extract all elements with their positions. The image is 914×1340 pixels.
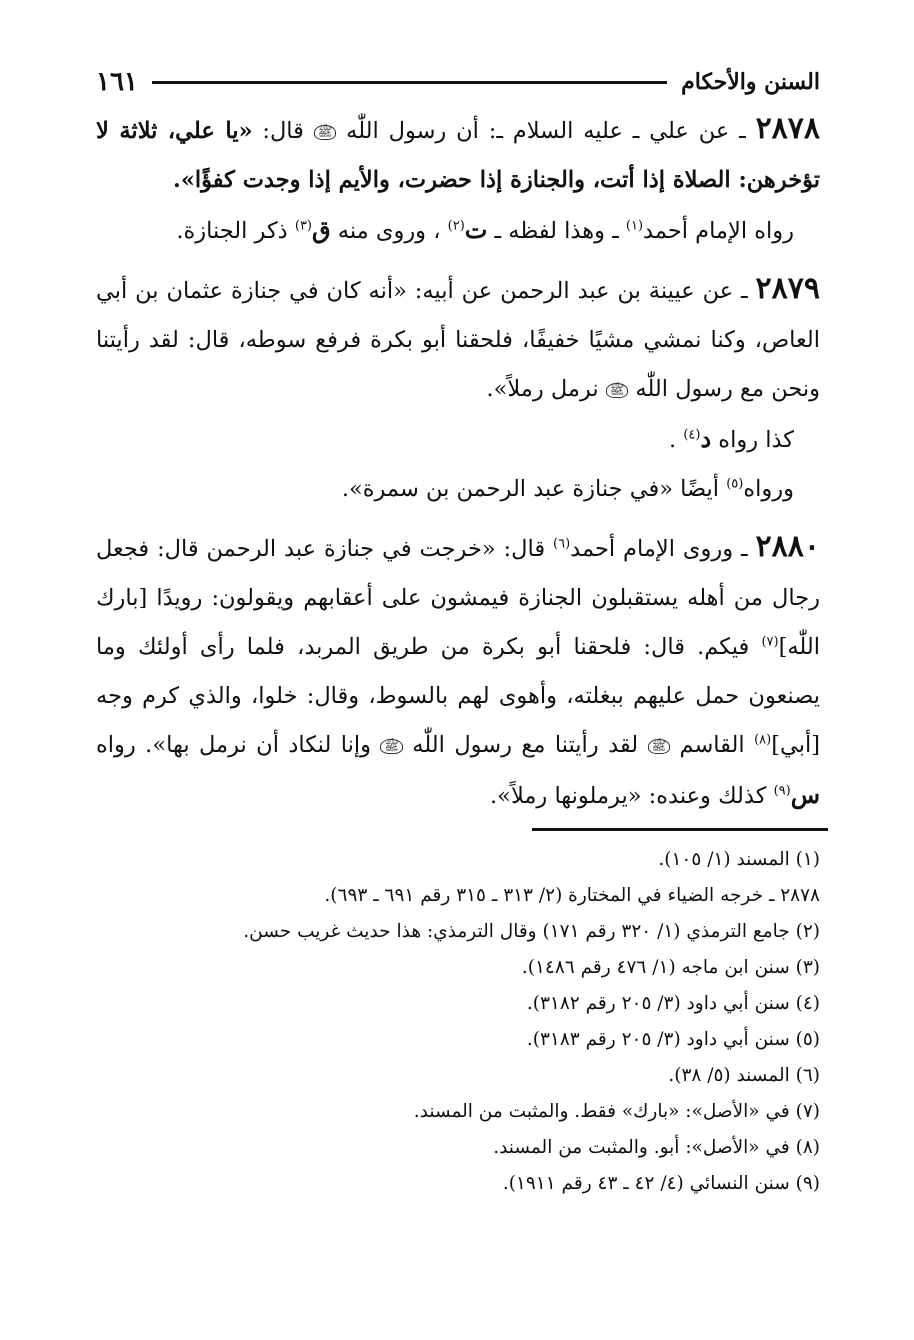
page-number: ١٦١	[96, 67, 138, 97]
hadith-text: كذلك وعنده: «يرملونها رملاً».	[490, 783, 767, 809]
hadith-number: ٢٨٧٨	[755, 111, 821, 146]
takhrij-text: ذكر الجنازة.	[176, 218, 288, 244]
footnote-item: (٩) سنن النسائي (٤/ ٤٢ ـ ٤٣ رقم ١٩١١).	[502, 1173, 820, 1194]
spacer	[96, 514, 820, 522]
footnote-ref: (١)	[625, 218, 644, 234]
salawat-icon: ﷺ	[380, 739, 403, 754]
salawat-icon: ﷺ	[314, 125, 337, 140]
takhrij-text: .	[669, 427, 677, 453]
hadith-text: فيكم. قال: فلحقنا أبو بكرة من طريق المربد، فلما رأى أولئك وما يصنعون حمل عليهم ببغلته، وأهوى لهم بالسوط، وقال: خلوا، والذي كرم وجه [أبي]	[96, 634, 821, 758]
spacer	[96, 256, 820, 264]
footnote-ref: (٧)	[761, 634, 779, 650]
collection-symbol: د	[700, 424, 712, 453]
takhrij-text: ، وروى منه	[337, 218, 441, 244]
footnote-item: (٣) سنن ابن ماجه (١/ ٤٧٦ رقم ١٤٨٦).	[521, 957, 820, 978]
collection-symbol: س	[790, 780, 820, 809]
qal-label: قال:	[262, 118, 304, 144]
running-header	[96, 62, 820, 102]
footnote-ref: (٢)	[447, 218, 465, 234]
hadith-2878	[96, 104, 820, 205]
footnote-item: (١) المسند (١/ ١٠٥).	[658, 849, 820, 870]
hadith-text: ـ وروى الإمام أحمد	[570, 536, 748, 562]
footnote-separator	[532, 828, 828, 831]
footnote-item: (٤) سنن أبي داود (٣/ ٢٠٥ رقم ٣١٨٢).	[526, 993, 820, 1014]
hadith-text: قال: «خرجت في جنازة عبد الرحمن قال: فجعل رجال من أهله يستقبلون الجنازة فيمشون على أعقابهم ويقولون: رويدًا [بارك اللّٰه]	[96, 536, 820, 660]
running-title: السنن والأحكام	[681, 69, 820, 95]
footnote-ref: (٦)	[553, 536, 571, 552]
footnote-item: (٧) في «الأصل»: «بارك» فقط. والمثبت من المسند.	[413, 1101, 820, 1122]
hadith-intro: ـ عن علي ـ عليه السلام ـ: أن رسول اللّٰه	[346, 118, 746, 144]
hadith-number: ٢٨٧٩	[755, 271, 820, 306]
takhrij-text: ورواه	[743, 476, 794, 502]
hadith-text: نرمل رملاً».	[486, 376, 599, 402]
takhrij-text: كذا رواه	[718, 427, 794, 453]
hadith-text: لقد رأيتنا مع رسول اللّٰه	[412, 732, 639, 758]
salawat-icon: ﷺ	[648, 739, 671, 754]
hadith-text: القاسم	[679, 732, 745, 758]
hadith-matn-cont: تؤخرهن: الصلاة إذا أتت، والجنازة إذا حضرت، والأيم إذا وجدت كفؤًا».	[173, 167, 820, 193]
collection-symbol: ق	[312, 215, 331, 244]
footnote-ref: (٣)	[294, 218, 312, 234]
hadith-number: ٢٨٨٠	[755, 529, 820, 564]
takhrij-text: رواه الإمام أحمد	[643, 218, 794, 244]
hadith-text: وإنا لنكاد أن نرمل بها». رواه	[96, 732, 371, 758]
takhrij-text: أيضًا «في جنازة عبد الرحمن بن سمرة».	[341, 476, 720, 502]
footnote-ref: (٤)	[683, 427, 701, 443]
takhrij-text: ـ وهذا لفظه ـ	[494, 218, 619, 244]
salawat-icon: ﷺ	[606, 383, 629, 398]
wa-rawahu	[96, 465, 820, 514]
collection-symbol: ت	[464, 215, 488, 244]
footnote-item: (٨) في «الأصل»: أبو. والمثبت من المسند.	[493, 1137, 820, 1158]
footnote-item: (٥) سنن أبي داود (٣/ ٢٠٥ رقم ٣١٨٣).	[526, 1029, 820, 1050]
footnote-item: (٦) المسند (٥/ ٣٨).	[668, 1065, 820, 1086]
main-text	[96, 104, 820, 821]
hadith-2880	[96, 522, 820, 821]
hadith-matn: «يا علي، ثلاثة لا	[96, 118, 253, 144]
footnote-ref: (٨)	[754, 732, 772, 748]
footnote-ref: (٥)	[726, 476, 744, 492]
footnote-item: ٢٨٧٨ ـ خرجه الضياء في المختارة (٢/ ٣١٣ ـ ٣١٥ رقم ٦٩١ ـ ٦٩٣).	[324, 885, 820, 906]
footnotes	[96, 842, 820, 1202]
footnote-ref: (٩)	[773, 783, 791, 799]
kadha-rawahu	[96, 414, 820, 465]
hadith-2879	[96, 264, 820, 414]
header-rule	[152, 81, 667, 84]
hadith-text: ـ عن عيينة بن عبد الرحمن عن أبيه: «أنه كان في جنازة عثمان بن أبي العاص، وكنا نمشي مشيًا خفيفًا، فلحقنا أبو بكرة فرفع سوطه، قال: لقد رأيتنا ونحن مع رسول اللّٰه	[96, 278, 820, 402]
takhrij-2878	[96, 205, 820, 256]
footnote-item: (٢) جامع الترمذي (١/ ٣٢٠ رقم ١٧١) وقال الترمذي: هذا حديث غريب حسن.	[243, 921, 820, 942]
